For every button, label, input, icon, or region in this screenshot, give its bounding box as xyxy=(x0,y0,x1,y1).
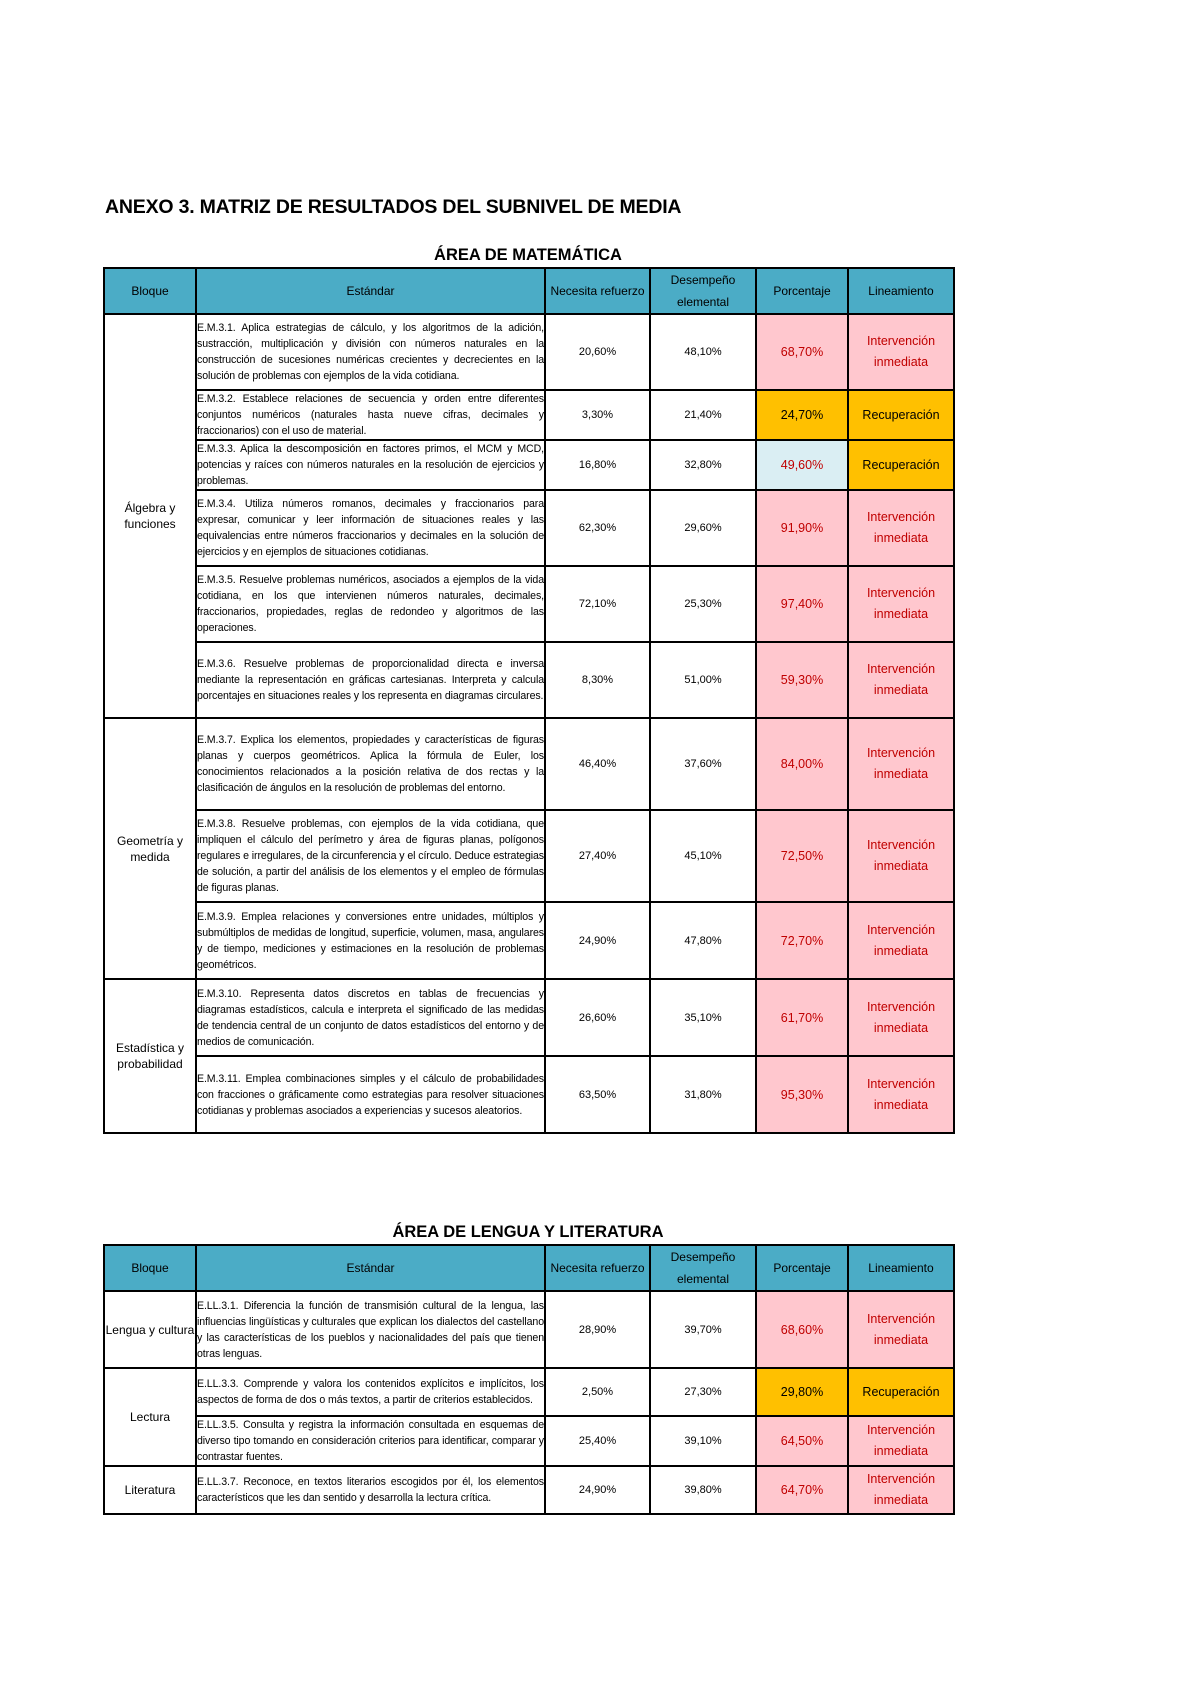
table-row xyxy=(104,390,954,440)
lineamiento-cell: Intervención inmediata xyxy=(848,810,954,902)
header-bloque: Bloque xyxy=(104,268,196,314)
table-row xyxy=(104,1368,954,1416)
estandar-cell: E.LL.3.5. Consulta y registra la información consultada en esquemas de diverso tipo tomando en consideración criterios para identificar, comparar y contrastar fuentes. xyxy=(196,1416,545,1466)
lineamiento-cell: Intervención inmediata xyxy=(848,1466,954,1514)
header-lineamiento: Lineamiento xyxy=(848,268,954,314)
results-table-matematica xyxy=(103,267,955,1134)
bloque-cell: Estadística y probabilidad xyxy=(104,979,196,1133)
estandar-cell: E.M.3.5. Resuelve problemas numéricos, asociados a ejemplos de la vida cotidiana, en los que intervienen números naturales, decimales, fraccionarios, propiedades, reglas de redondeo y algoritmos de las operaciones. xyxy=(196,566,545,642)
header-lineamiento: Lineamiento xyxy=(848,1245,954,1291)
lineamiento-cell: Recuperación xyxy=(848,440,954,490)
header-necesita-refuerzo: Necesita refuerzo xyxy=(545,268,650,314)
bloque-cell: Geometría y medida xyxy=(104,718,196,979)
porcentaje-cell: 59,30% xyxy=(756,642,848,718)
estandar-cell: E.M.3.4. Utiliza números romanos, decimales y fraccionarios para expresar, comunicar y leer información de situaciones reales y las equivalencias entre números fraccionarios y decimales en la solución de ejercicios y en ejemplos de situaciones cotidianas. xyxy=(196,490,545,566)
table-row xyxy=(104,718,954,810)
porcentaje-cell: 49,60% xyxy=(756,440,848,490)
desempeno-elemental-cell: 27,30% xyxy=(650,1368,756,1416)
desempeno-elemental-cell: 45,10% xyxy=(650,810,756,902)
desempeno-elemental-cell: 29,60% xyxy=(650,490,756,566)
porcentaje-cell: 64,50% xyxy=(756,1416,848,1466)
table-row xyxy=(104,1291,954,1368)
porcentaje-cell: 68,60% xyxy=(756,1291,848,1368)
desempeno-elemental-cell: 39,80% xyxy=(650,1466,756,1514)
table-row xyxy=(104,440,954,490)
necesita-refuerzo-cell: 28,90% xyxy=(545,1291,650,1368)
bloque-cell: Literatura xyxy=(104,1466,196,1514)
necesita-refuerzo-cell: 16,80% xyxy=(545,440,650,490)
estandar-cell: E.M.3.10. Representa datos discretos en tablas de frecuencias y diagramas estadísticos, calcula e interpreta el significado de las medidas de tendencia central de un conjunto de datos estadísticos del entorno y de medios de comunicación. xyxy=(196,979,545,1056)
lineamiento-cell: Intervención inmediata xyxy=(848,314,954,390)
desempeno-elemental-cell: 48,10% xyxy=(650,314,756,390)
necesita-refuerzo-cell: 2,50% xyxy=(545,1368,650,1416)
lineamiento-cell: Intervención inmediata xyxy=(848,1416,954,1466)
necesita-refuerzo-cell: 72,10% xyxy=(545,566,650,642)
bloque-cell: Álgebra y funciones xyxy=(104,314,196,718)
desempeno-elemental-cell: 25,30% xyxy=(650,566,756,642)
desempeno-elemental-cell: 37,60% xyxy=(650,718,756,810)
header-estandar: Estándar xyxy=(196,1245,545,1291)
table-row xyxy=(104,490,954,566)
estandar-cell: E.M.3.9. Emplea relaciones y conversiones entre unidades, múltiplos y submúltiplos de medidas de longitud, superficie, volumen, masa, angulares y de tiempo, mediciones y estimaciones en la resolución de problemas geométricos. xyxy=(196,902,545,979)
porcentaje-cell: 29,80% xyxy=(756,1368,848,1416)
porcentaje-cell: 61,70% xyxy=(756,979,848,1056)
desempeno-elemental-cell: 21,40% xyxy=(650,390,756,440)
estandar-cell: E.M.3.11. Emplea combinaciones simples y el cálculo de probabilidades con fracciones o gráficamente como estrategias para resolver situaciones cotidianas y problemas asociados a experiencias y sucesos aleatorios. xyxy=(196,1056,545,1133)
table-row xyxy=(104,566,954,642)
header-porcentaje: Porcentaje xyxy=(756,268,848,314)
section-title-lengua: ÁREA DE LENGUA Y LITERATURA xyxy=(392,1223,664,1241)
lineamiento-cell: Intervención inmediata xyxy=(848,902,954,979)
header-estandar: Estándar xyxy=(196,268,545,314)
table-header-row xyxy=(104,268,954,314)
lineamiento-cell: Intervención inmediata xyxy=(848,718,954,810)
table-row xyxy=(104,1416,954,1466)
porcentaje-cell: 91,90% xyxy=(756,490,848,566)
lineamiento-cell: Recuperación xyxy=(848,1368,954,1416)
table-row xyxy=(104,1466,954,1514)
table-row xyxy=(104,1056,954,1133)
necesita-refuerzo-cell: 26,60% xyxy=(545,979,650,1056)
table-row xyxy=(104,314,954,390)
necesita-refuerzo-cell: 63,50% xyxy=(545,1056,650,1133)
header-desempeno-elemental: Desempeño elemental xyxy=(650,1245,756,1291)
estandar-cell: E.M.3.7. Explica los elementos, propiedades y características de figuras planas y cuerpos geométricos. Aplica la fórmula de Euler, los conocimientos relacionados a la posición relativa de dos rectas y la clasificación de ángulos en la resolución de problemas del entorno. xyxy=(196,718,545,810)
lineamiento-cell: Intervención inmediata xyxy=(848,1056,954,1133)
lineamiento-cell: Recuperación xyxy=(848,390,954,440)
estandar-cell: E.LL.3.7. Reconoce, en textos literarios escogidos por él, los elementos característicos que les dan sentido y desarrolla la lectura crítica. xyxy=(196,1466,545,1514)
estandar-cell: E.LL.3.1. Diferencia la función de transmisión cultural de la lengua, las influencias lingüísticas y culturales que explican los dialectos del castellano y las características de los pueblos y nacionalidades del país que tienen otras lenguas. xyxy=(196,1291,545,1368)
header-desempeno-elemental: Desempeño elemental xyxy=(650,268,756,314)
table-row xyxy=(104,902,954,979)
estandar-cell: E.M.3.8. Resuelve problemas, con ejemplos de la vida cotidiana, que impliquen el cálculo del perímetro y área de figuras planas, polígonos regulares e irregulares, de la circunferencia y el círculo. Deduce estrategias de solución, a partir del análisis de los elementos y el empleo de fórmulas de figuras planas. xyxy=(196,810,545,902)
desempeno-elemental-cell: 39,70% xyxy=(650,1291,756,1368)
porcentaje-cell: 68,70% xyxy=(756,314,848,390)
necesita-refuerzo-cell: 20,60% xyxy=(545,314,650,390)
header-necesita-refuerzo: Necesita refuerzo xyxy=(545,1245,650,1291)
bloque-cell: Lengua y cultura xyxy=(104,1291,196,1368)
necesita-refuerzo-cell: 3,30% xyxy=(545,390,650,440)
table-row xyxy=(104,979,954,1056)
porcentaje-cell: 95,30% xyxy=(756,1056,848,1133)
desempeno-elemental-cell: 39,10% xyxy=(650,1416,756,1466)
necesita-refuerzo-cell: 62,30% xyxy=(545,490,650,566)
necesita-refuerzo-cell: 25,40% xyxy=(545,1416,650,1466)
porcentaje-cell: 97,40% xyxy=(756,566,848,642)
results-table-lengua xyxy=(103,1244,955,1515)
necesita-refuerzo-cell: 8,30% xyxy=(545,642,650,718)
desempeno-elemental-cell: 32,80% xyxy=(650,440,756,490)
section-title-matematica: ÁREA DE MATEMÁTICA xyxy=(434,246,622,264)
estandar-cell: E.M.3.3. Aplica la descomposición en factores primos, el MCM y MCD, potencias y raíces con números naturales en la resolución de ejercicios y problemas. xyxy=(196,440,545,490)
estandar-cell: E.M.3.2. Establece relaciones de secuencia y orden entre diferentes conjuntos numéricos (naturales hasta nueve cifras, decimales y fraccionarios) con el uso de material. xyxy=(196,390,545,440)
desempeno-elemental-cell: 51,00% xyxy=(650,642,756,718)
porcentaje-cell: 72,50% xyxy=(756,810,848,902)
estandar-cell: E.M.3.6. Resuelve problemas de proporcionalidad directa e inversa mediante la representación en gráficas cartesianas. Interpreta y calcula porcentajes en situaciones reales y los representa en diagramas circulares. xyxy=(196,642,545,718)
lineamiento-cell: Intervención inmediata xyxy=(848,566,954,642)
table-header-row xyxy=(104,1245,954,1291)
table-row xyxy=(104,810,954,902)
necesita-refuerzo-cell: 46,40% xyxy=(545,718,650,810)
lineamiento-cell: Intervención inmediata xyxy=(848,1291,954,1368)
header-bloque: Bloque xyxy=(104,1245,196,1291)
porcentaje-cell: 72,70% xyxy=(756,902,848,979)
necesita-refuerzo-cell: 24,90% xyxy=(545,902,650,979)
porcentaje-cell: 24,70% xyxy=(756,390,848,440)
header-porcentaje: Porcentaje xyxy=(756,1245,848,1291)
desempeno-elemental-cell: 35,10% xyxy=(650,979,756,1056)
lineamiento-cell: Intervención inmediata xyxy=(848,642,954,718)
table-row xyxy=(104,642,954,718)
porcentaje-cell: 84,00% xyxy=(756,718,848,810)
estandar-cell: E.LL.3.3. Comprende y valora los contenidos explícitos e implícitos, los aspectos de forma de dos o más textos, a partir de criterios establecidos. xyxy=(196,1368,545,1416)
estandar-cell: E.M.3.1. Aplica estrategias de cálculo, y los algoritmos de la adición, sustracción, multiplicación y división con números naturales en la construcción de sucesiones numéricas crecientes y decrecientes en la solución de problemas con ejemplos de la vida cotidiana. xyxy=(196,314,545,390)
document-title: ANEXO 3. MATRIZ DE RESULTADOS DEL SUBNIVEL DE MEDIA xyxy=(105,196,682,218)
necesita-refuerzo-cell: 27,40% xyxy=(545,810,650,902)
necesita-refuerzo-cell: 24,90% xyxy=(545,1466,650,1514)
bloque-cell: Lectura xyxy=(104,1368,196,1466)
porcentaje-cell: 64,70% xyxy=(756,1466,848,1514)
lineamiento-cell: Intervención inmediata xyxy=(848,490,954,566)
lineamiento-cell: Intervención inmediata xyxy=(848,979,954,1056)
desempeno-elemental-cell: 47,80% xyxy=(650,902,756,979)
desempeno-elemental-cell: 31,80% xyxy=(650,1056,756,1133)
